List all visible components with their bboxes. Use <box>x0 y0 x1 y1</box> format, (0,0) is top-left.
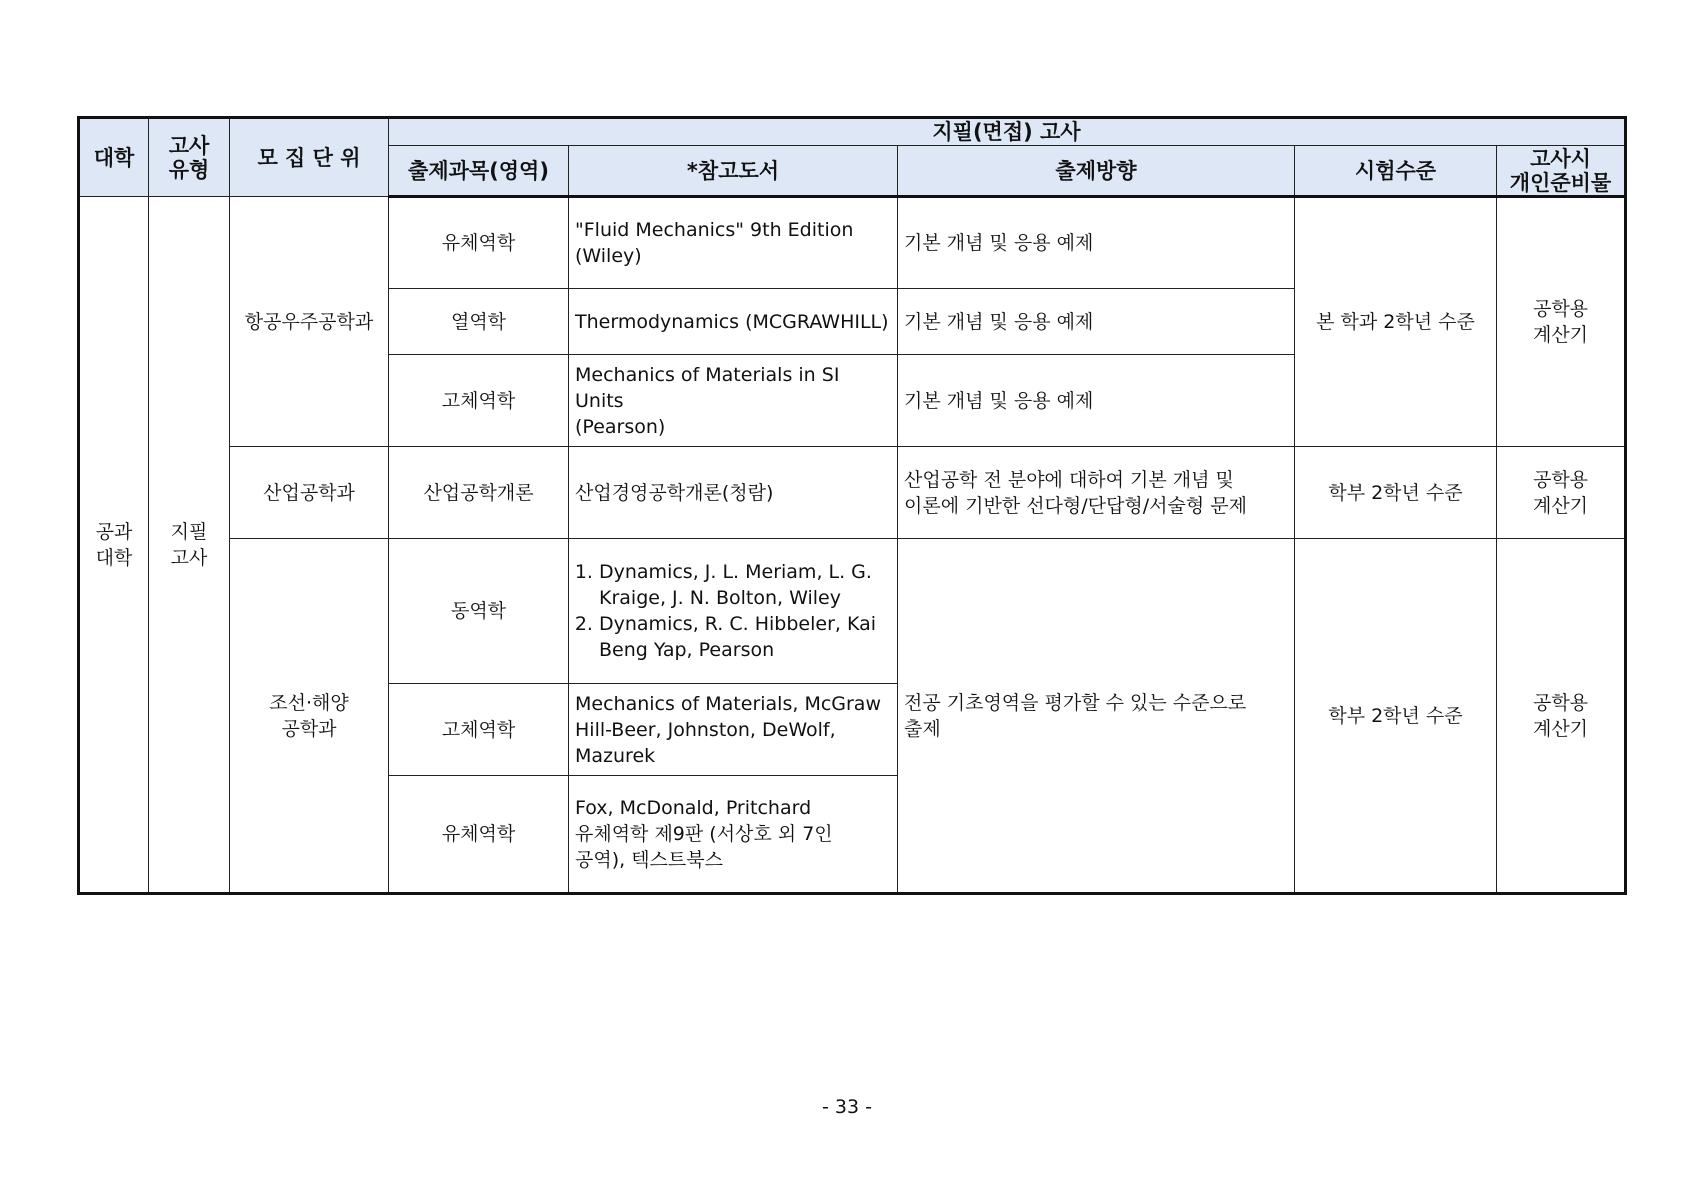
reference-line: Mechanics of Materials, McGraw <box>575 692 881 715</box>
table-row <box>79 197 1626 289</box>
supplies-industrial <box>1497 447 1626 539</box>
supplies-line1: 공학용 <box>1532 298 1589 320</box>
reference-line: Mechanics of Materials in SI Units <box>575 363 840 412</box>
subject-cell: 동역학 <box>389 539 569 684</box>
reference-line: 유체역학 제9판 (서상호 외 7인 <box>575 823 833 845</box>
table-row <box>79 447 1626 539</box>
exam-type-cell <box>149 197 230 894</box>
direction-line: 출제 <box>904 717 941 740</box>
college-line1: 공과 <box>95 520 133 543</box>
department-naval <box>230 539 389 894</box>
reference-line: 2. Dynamics, R. C. Hibbeler, Kai <box>599 613 877 635</box>
reference-line: (Wiley) <box>575 245 642 267</box>
supplies-aerospace <box>1497 197 1626 447</box>
header-supplies <box>1497 146 1626 197</box>
subject-cell: 고체역학 <box>389 355 569 447</box>
reference-book <box>599 611 893 663</box>
department-naval-line1: 조선·해양 <box>269 691 349 714</box>
reference-book-list <box>575 559 893 663</box>
direction-naval <box>898 539 1295 894</box>
supplies-line1: 공학용 <box>1532 468 1589 491</box>
level-industrial: 학부 2학년 수준 <box>1295 447 1497 539</box>
header-supplies-line2: 개인준비물 <box>1509 170 1612 195</box>
department-aerospace: 항공우주공학과 <box>230 197 389 447</box>
header-written-interview: 지필(면접) 고사 <box>389 118 1626 146</box>
subject-cell: 유체역학 <box>389 776 569 894</box>
reference-line: 공역), 텍스트북스 <box>575 849 723 871</box>
header-exam-type-line1: 고사 <box>168 133 210 158</box>
header-level: 시험수준 <box>1295 146 1497 197</box>
supplies-line1: 공학용 <box>1532 691 1589 714</box>
reference-cell <box>569 539 898 684</box>
reference-line: Fox, McDonald, Pritchard <box>575 797 812 819</box>
direction-cell: 기본 개념 및 응용 예제 <box>898 197 1295 289</box>
header-exam-type-line2: 유형 <box>168 157 210 182</box>
reference-book <box>599 559 893 611</box>
subject-cell: 산업공학개론 <box>389 447 569 539</box>
header-recruit-unit: 모 집 단 위 <box>230 118 389 197</box>
subject-cell: 고체역학 <box>389 684 569 776</box>
reference-line: (Pearson) <box>575 415 666 438</box>
header-subject: 출제과목(영역) <box>389 146 569 197</box>
subject-cell: 유체역학 <box>389 197 569 289</box>
supplies-naval <box>1497 539 1626 894</box>
reference-cell <box>569 355 898 447</box>
supplies-line2: 계산기 <box>1532 717 1589 740</box>
header-college: 대학 <box>79 118 149 197</box>
exam-type-line1: 지필 <box>170 520 208 543</box>
exam-type-line2: 고사 <box>170 546 208 569</box>
supplies-line2: 계산기 <box>1532 494 1589 517</box>
page-number: - 33 - <box>822 1096 872 1118</box>
exam-table <box>77 116 1627 895</box>
reference-line: 1. Dynamics, J. L. Meriam, L. G. <box>599 561 872 583</box>
level-naval: 학부 2학년 수준 <box>1295 539 1497 894</box>
direction-cell <box>898 447 1295 539</box>
department-industrial: 산업공학과 <box>230 447 389 539</box>
direction-line: 산업공학 전 분야에 대하여 기본 개념 및 <box>904 468 1234 491</box>
reference-line: "Fluid Mechanics" 9th Edition <box>575 219 854 241</box>
reference-cell <box>569 776 898 894</box>
subject-cell: 열역학 <box>389 289 569 355</box>
table-row <box>79 539 1626 684</box>
reference-cell <box>569 684 898 776</box>
reference-line: Hill-Beer, Johnston, DeWolf, Mazurek <box>575 718 836 767</box>
reference-cell: Thermodynamics (MCGRAWHILL) <box>569 289 898 355</box>
header-supplies-line1: 고사시 <box>1530 146 1591 171</box>
college-line2: 대학 <box>95 546 133 569</box>
reference-cell: 산업경영공학개론(청람) <box>569 447 898 539</box>
direction-cell: 기본 개념 및 응용 예제 <box>898 355 1295 447</box>
reference-line: Beng Yap, Pearson <box>599 639 775 661</box>
header-exam-type <box>149 118 230 197</box>
header-direction: 출제방향 <box>898 146 1295 197</box>
direction-cell: 기본 개념 및 응용 예제 <box>898 289 1295 355</box>
header-reference: *참고도서 <box>569 146 898 197</box>
reference-line: Kraige, J. N. Bolton, Wiley <box>599 587 841 609</box>
department-naval-line2: 공학과 <box>281 717 337 740</box>
direction-line: 이론에 기반한 선다형/단답형/서술형 문제 <box>904 494 1247 517</box>
direction-line: 전공 기초영역을 평가할 수 있는 수준으로 <box>904 691 1247 714</box>
college-cell <box>79 197 149 894</box>
supplies-line2: 계산기 <box>1532 324 1589 346</box>
level-aerospace: 본 학과 2학년 수준 <box>1295 197 1497 447</box>
reference-cell <box>569 197 898 289</box>
